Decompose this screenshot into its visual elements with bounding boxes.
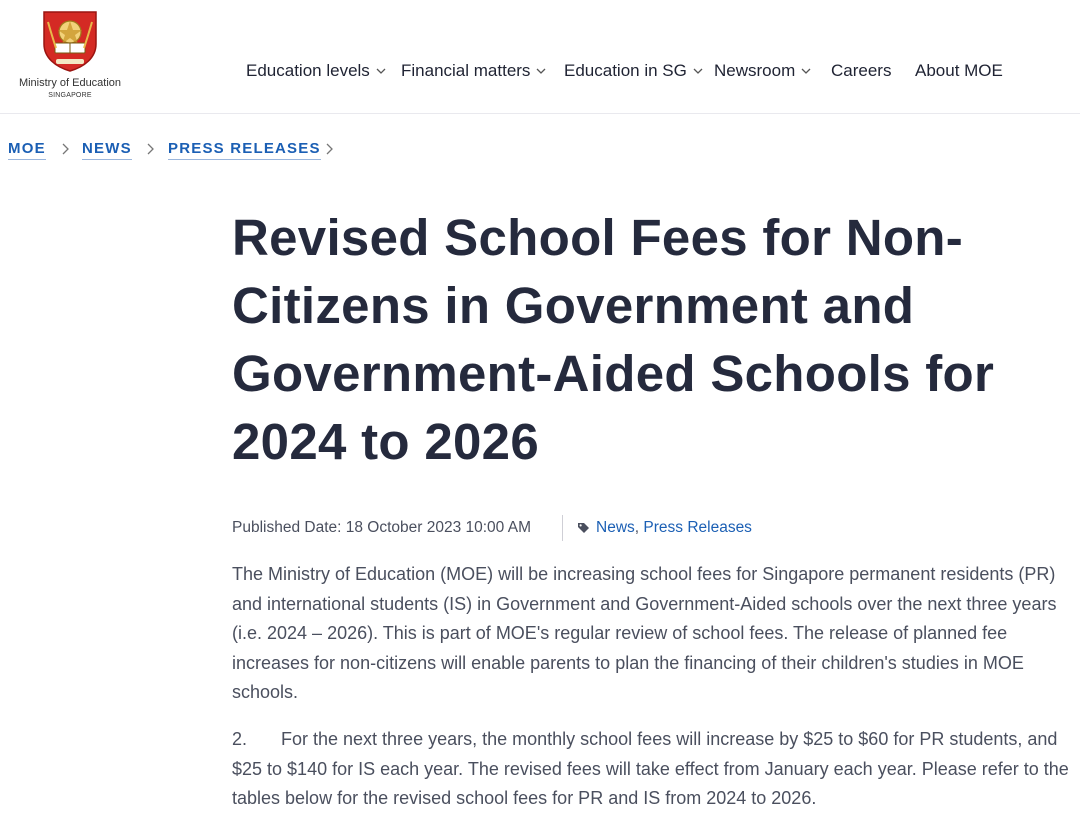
paragraph-text: For the next three years, the monthly school fees will increase by $25 to $60 for PR students, and $25 to $140 for IS each year. The revised fees will take effect from January each year. Please refer to the tables below for the revised school fees for PR and IS from 2024 to 2026. <box>232 729 1069 808</box>
tag-icon <box>577 522 590 534</box>
nav-education-levels[interactable]: Education levels <box>246 59 386 83</box>
tag-news[interactable]: News <box>596 519 635 536</box>
nav-newsroom[interactable]: Newsroom <box>714 59 811 83</box>
chevron-right-icon <box>145 142 155 156</box>
chevron-right-icon <box>324 142 334 156</box>
chevron-down-icon <box>376 66 386 76</box>
paragraph-1 <box>232 560 1077 708</box>
breadcrumb-press-releases[interactable]: PRESS RELEASES <box>168 140 321 160</box>
tag-list: News, Press Releases <box>596 519 752 536</box>
paragraph-text: The Ministry of Education (MOE) will be increasing school fees for Singapore permanent residents (PR) and international students (IS) in Government and Government-Aided schools over the next three years (i.e. 2024 – 2026). This is part of MOE's regular review of school fees. The release of planned fee increases for non-citizens will enable parents to plan the financing of their children's studies in MOE schools. <box>232 564 1057 702</box>
page-title: Revised School Fees for Non-Citizens in Government and Government-Aided Schools for 2024 to 2026 <box>232 209 995 470</box>
paragraph-2 <box>232 725 1077 814</box>
nav-careers[interactable]: Careers <box>831 61 892 80</box>
moe-logo[interactable] <box>14 10 126 106</box>
crest-icon <box>40 10 100 72</box>
logo-subtitle: SINGAPORE <box>48 92 92 99</box>
nav-financial-matters[interactable]: Financial matters <box>401 59 546 83</box>
nav-about-moe[interactable]: About MOE <box>915 61 1003 80</box>
site-header <box>0 0 1080 114</box>
chevron-down-icon <box>536 66 546 76</box>
published-date: Published Date: 18 October 2023 10:00 AM <box>232 519 532 536</box>
chevron-down-icon <box>693 66 703 76</box>
meta-divider <box>562 515 563 541</box>
breadcrumb-moe[interactable]: MOE <box>8 140 46 160</box>
breadcrumb-news[interactable]: NEWS <box>82 140 132 160</box>
tag-press-releases[interactable]: Press Releases <box>643 519 752 536</box>
chevron-right-icon <box>60 142 70 156</box>
logo-title: Ministry of Education <box>18 77 122 89</box>
paragraph-number: 2. <box>232 729 248 749</box>
chevron-down-icon <box>801 66 811 76</box>
nav-education-in-sg[interactable]: Education in SG <box>564 59 703 83</box>
